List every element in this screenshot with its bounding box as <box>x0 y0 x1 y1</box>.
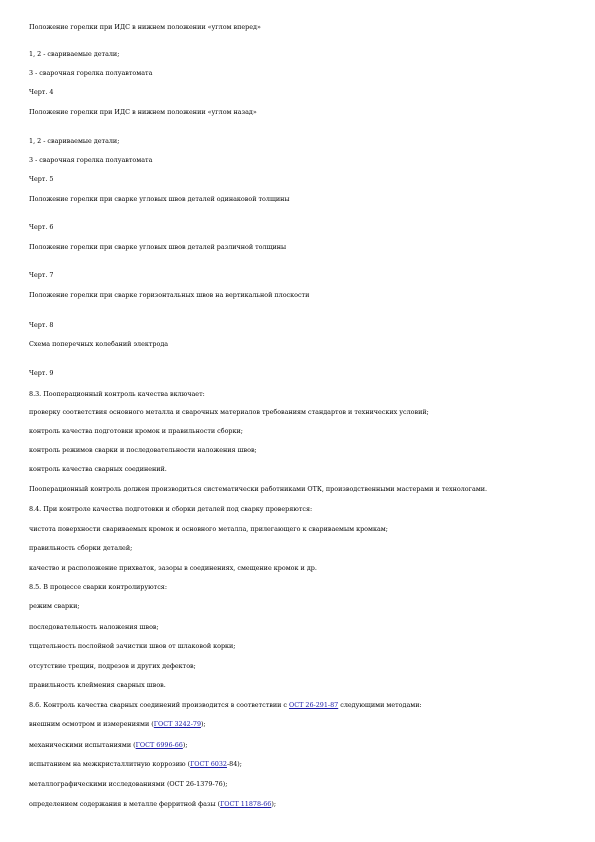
legend-torch: 3 - сварочная горелка полуавтомата <box>29 156 153 164</box>
list-item: последовательность наложения швов; <box>29 623 159 631</box>
link-gost-3242-79[interactable]: ГОСТ 3242-79 <box>153 720 202 728</box>
drawing-label-5: Черт. 5 <box>29 175 54 183</box>
list-item: тщательность послойной зачистки швов от шлаковой корки; <box>29 642 236 650</box>
legend-welded-parts: 1, 2 - свариваемые детали; <box>29 137 120 145</box>
caption-horizontal-welds: Положение горелки при сварке горизонтальных швов на вертикальной плоскости <box>29 291 310 299</box>
drawing-label-8: Черт. 8 <box>29 321 54 329</box>
list-item <box>29 720 574 728</box>
list-item: отсутствие трещин, подрезов и других дефектов; <box>29 662 196 670</box>
paragraph-8-5: 8.5. В процессе сварки контролируются: <box>29 583 167 591</box>
legend-torch: 3 - сварочная горелка полуавтомата <box>29 69 153 77</box>
list-item: контроль качества сварных соединений. <box>29 465 167 473</box>
list-item: металлографическими исследованиями (ОСТ 26-1379-76); <box>29 780 228 788</box>
caption-torch-forward-angle: Положение горелки при ИДС в нижнем положении «углом вперед» <box>29 23 261 31</box>
caption-fillet-equal-thickness: Положение горелки при сварке угловых швов деталей одинаковой толщины <box>29 195 290 203</box>
list-item: чистота поверхности свариваемых кромок и основного металла, прилегающего к свариваемым кромкам; <box>29 525 388 533</box>
list-item: правильность сборки деталей; <box>29 544 133 552</box>
list-item-text: испытанием на межкристаллитную коррозию ( <box>29 760 191 768</box>
caption-torch-backward-angle: Положение горелки при ИДС в нижнем положении «углом назад» <box>29 108 257 116</box>
paragraph-otk: Пооперационный контроль должен производиться систематически работниками ОТК, производственными мастерами и технологами. <box>29 485 488 493</box>
paragraph-8-3: 8.3. Пооперационный контроль качества включает: <box>29 390 205 398</box>
caption-electrode-oscillation: Схема поперечных колебаний электрода <box>29 340 169 348</box>
list-item: контроль режимов сварки и последовательности наложения швов; <box>29 446 257 454</box>
list-item <box>29 741 574 749</box>
link-ost-26-291-87[interactable]: ОСТ 26-291-87 <box>289 701 339 709</box>
link-gost-6032[interactable]: ГОСТ 6032 <box>190 760 227 768</box>
list-item: правильность клеймения сварных швов. <box>29 681 166 689</box>
link-gost-6996-66[interactable]: ГОСТ 6996-66 <box>135 741 183 749</box>
drawing-label-4: Черт. 4 <box>29 88 54 96</box>
list-item-tail: ); <box>271 800 277 808</box>
paragraph-8-4: 8.4. При контроле качества подготовки и сборки деталей под сварку проверяются: <box>29 505 313 513</box>
list-item <box>29 800 574 808</box>
list-item: проверку соответствия основного металла и сварочных материалов требованиям стандартов и технических условий; <box>29 408 429 416</box>
list-item: качество и расположение прихваток, зазоры в соединениях, смещение кромок и др. <box>29 564 317 572</box>
paragraph-8-6-tail: следующими методами: <box>338 701 422 709</box>
caption-fillet-different-thickness: Положение горелки при сварке угловых швов деталей различной толщины <box>29 243 287 251</box>
drawing-label-9: Черт. 9 <box>29 369 54 377</box>
legend-welded-parts: 1, 2 - свариваемые детали; <box>29 50 120 58</box>
drawing-label-6: Черт. 6 <box>29 223 54 231</box>
paragraph-8-6-text: 8.6. Контроль качества сварных соединений производится в соответствии с <box>29 701 289 709</box>
list-item: режим сварки; <box>29 602 80 610</box>
list-item: контроль качества подготовки кромок и правильности сборки; <box>29 427 243 435</box>
paragraph-8-6 <box>29 701 574 709</box>
link-gost-11878-66[interactable]: ГОСТ 11878-66 <box>220 800 272 808</box>
list-item <box>29 760 574 768</box>
list-item-text: внешним осмотром и измерениями ( <box>29 720 154 728</box>
list-item-text: определением содержания в металле ферритной фазы ( <box>29 800 221 808</box>
list-item-tail: ); <box>182 741 188 749</box>
list-item-tail: ); <box>201 720 206 728</box>
list-item-text: механическими испытаниями ( <box>29 741 136 749</box>
drawing-label-7: Черт. 7 <box>29 271 54 279</box>
list-item-tail: -84); <box>227 760 242 768</box>
